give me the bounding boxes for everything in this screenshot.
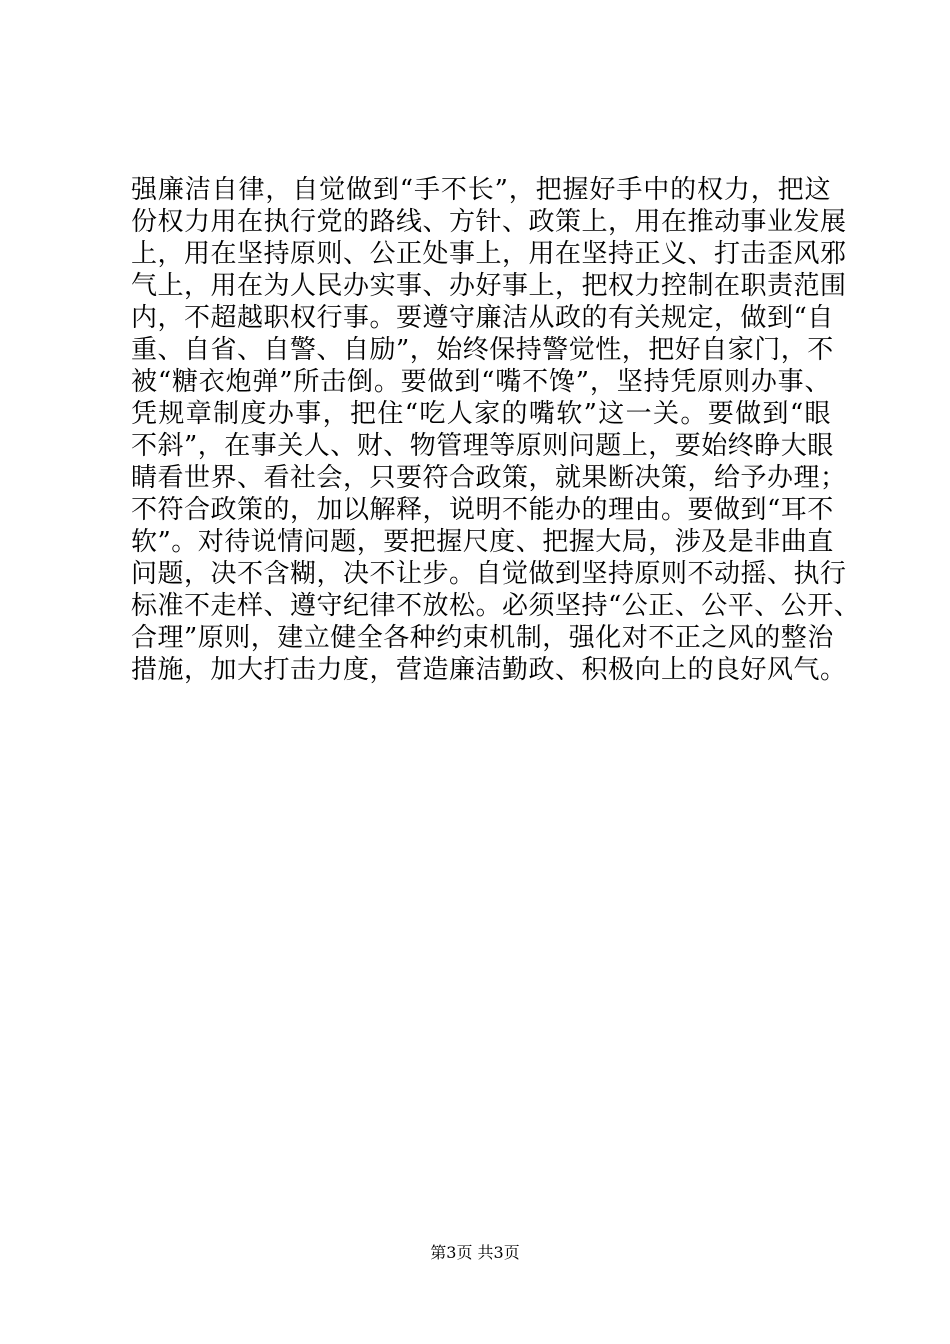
text-line: 软”。对待说情问题，要把握尺度、把握大局，涉及是非曲直 xyxy=(131,527,834,557)
text-line: 强廉洁自律，自觉做到“手不长”，把握好手中的权力，把这 xyxy=(131,175,831,205)
page-footer: 第3页 共3页 xyxy=(430,1243,520,1262)
text-line: 份权力用在执行党的路线、方针、政策上，用在推动事业发展 xyxy=(131,207,847,237)
text-line: 被“糖衣炮弹”所击倒。要做到“嘴不馋”，坚持凭原则办事、 xyxy=(131,367,831,397)
text-line: 睛看世界、看社会，只要符合政策，就果断决策，给予办理； xyxy=(131,463,847,493)
text-line: 重、自省、自警、自励”，始终保持警觉性，把好自家门，不 xyxy=(131,335,834,365)
text-line: 问题，决不含糊，决不让步。自觉做到坚持原则不动摇、执行 xyxy=(131,559,847,589)
text-line: 凭规章制度办事，把住“吃人家的嘴软”这一关。要做到“眼 xyxy=(131,399,831,429)
text-line: 内，不超越职权行事。要遵守廉洁从政的有关规定，做到“自 xyxy=(131,303,834,333)
text-line: 气上，用在为人民办实事、办好事上，把权力控制在职责范围 xyxy=(131,271,847,301)
body-paragraph xyxy=(131,174,861,686)
text-line: 标准不走样、遵守纪律不放松。必须坚持“公正、公平、公开、 xyxy=(131,591,861,621)
text-line: 上，用在坚持原则、公正处事上，用在坚持正义、打击歪风邪 xyxy=(131,239,847,269)
text-line: 不斜”，在事关人、财、物管理等原则问题上，要始终睁大眼 xyxy=(131,431,834,461)
text-line: 合理”原则，建立健全各种约束机制，强化对不正之风的整治 xyxy=(131,623,834,653)
text-line: 不符合政策的，加以解释，说明不能办的理由。要做到“耳不 xyxy=(131,495,834,525)
text-line: 措施，加大打击力度，营造廉洁勤政、积极向上的良好风气。 xyxy=(131,655,847,685)
